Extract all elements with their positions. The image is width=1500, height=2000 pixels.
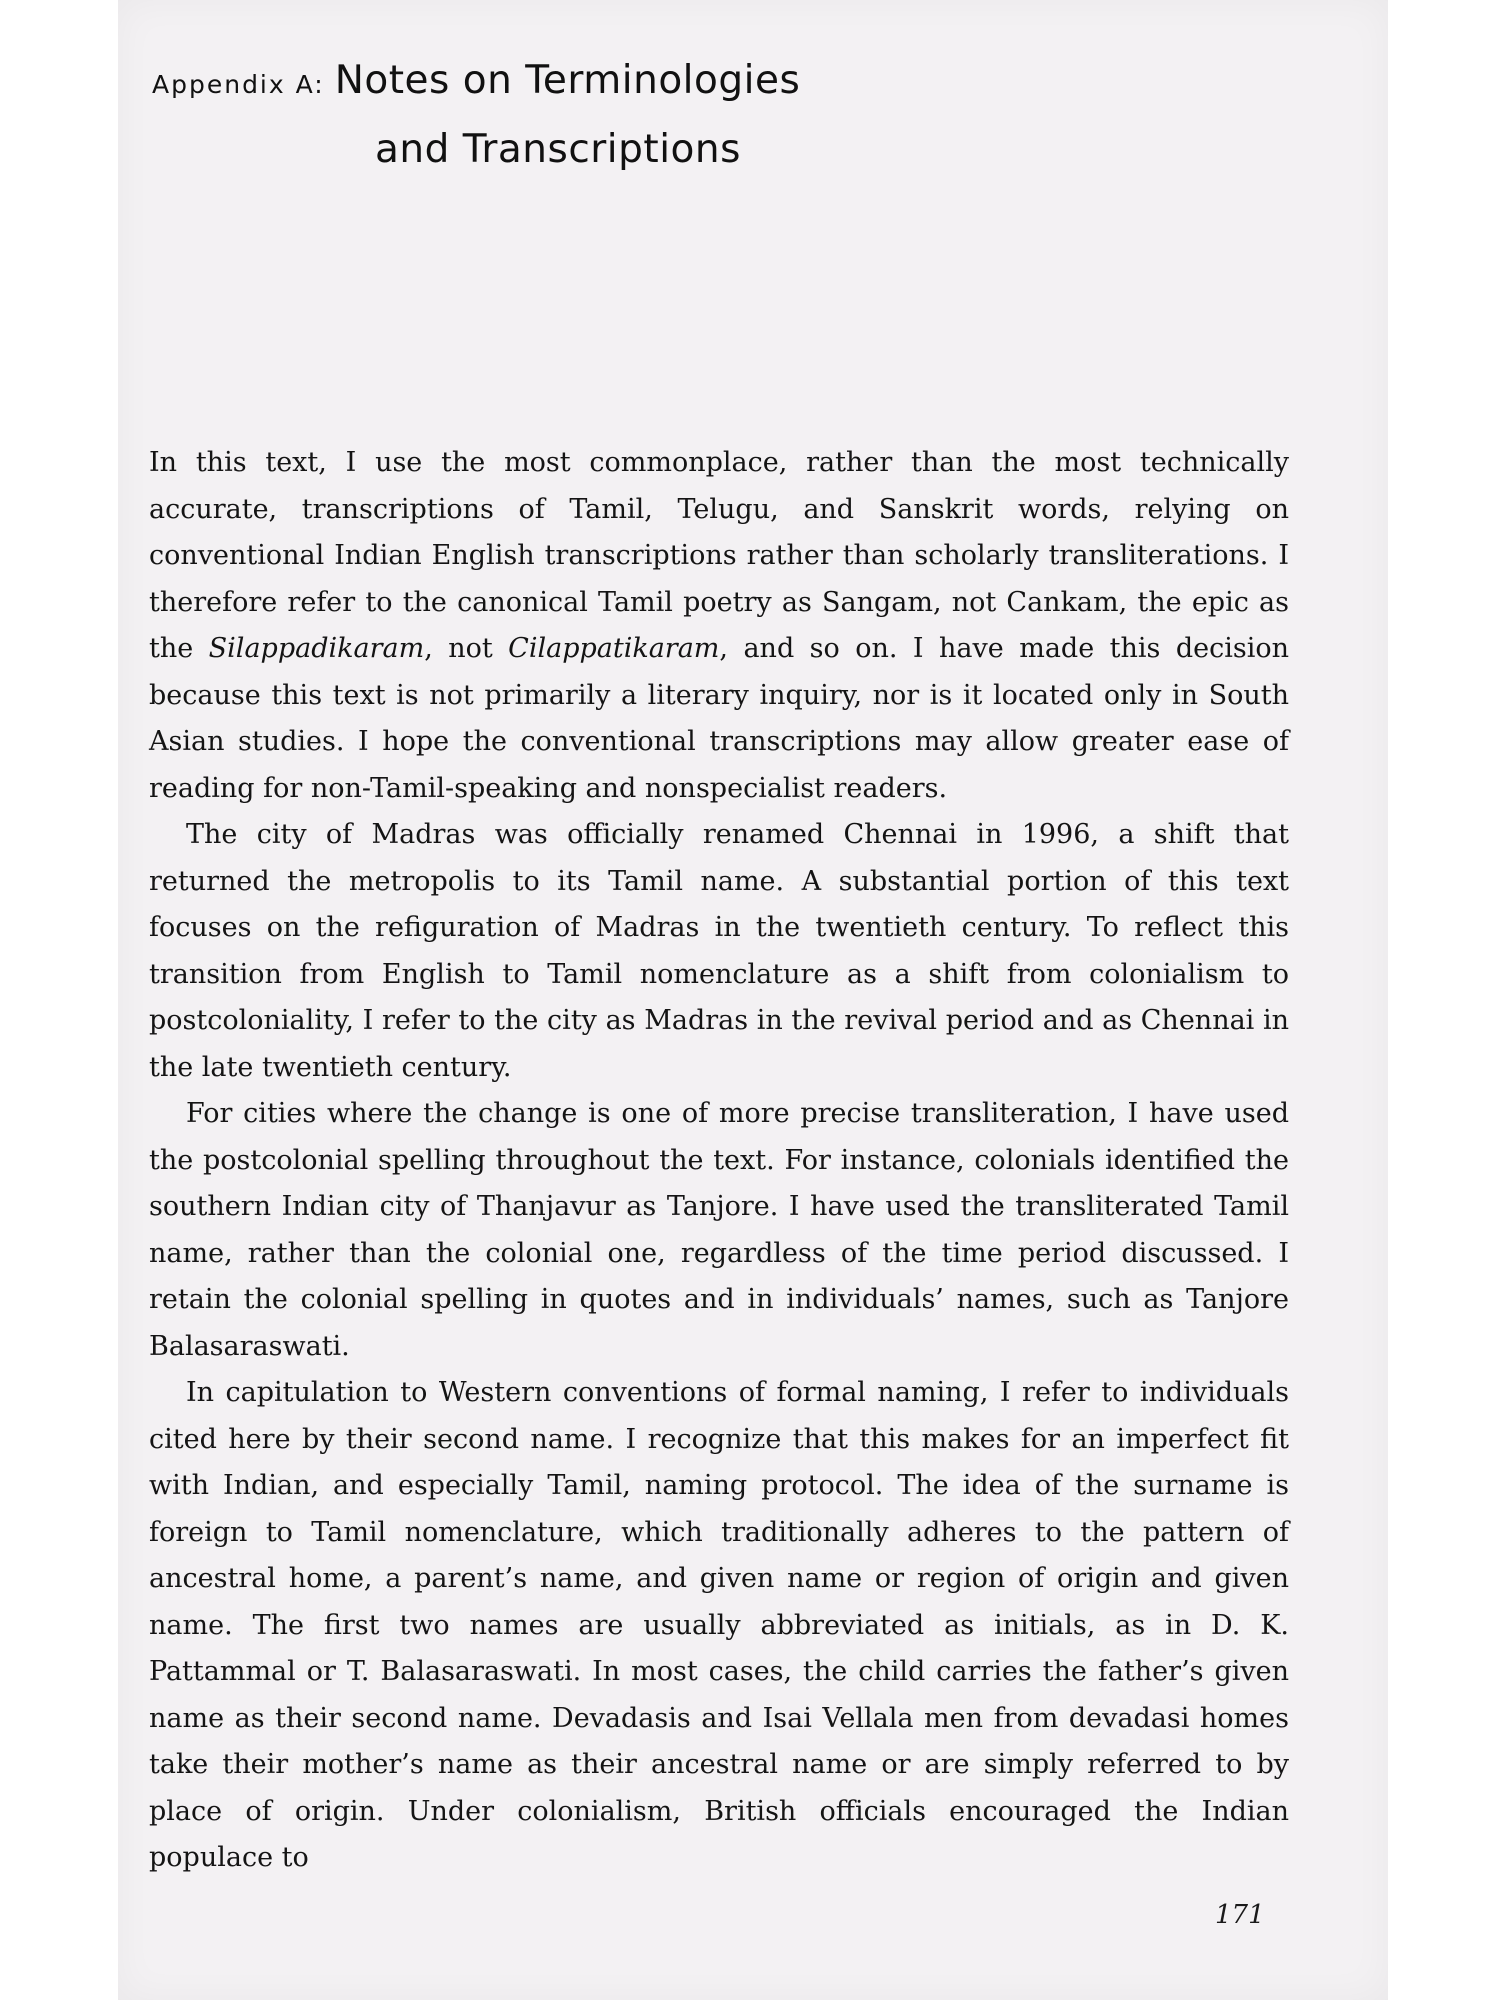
appendix-label: Appendix A:: [152, 70, 325, 99]
page-number: 171: [1215, 1900, 1265, 1930]
chapter-title-line-2: and Transcriptions: [375, 127, 741, 172]
paragraph-3: For cities where the change is one of more precise transliteration, I have used the postcolonial spelling throughout the text. For instance, colonials identified the southern Indian city of Thanjavur as Tanjore. I have used the transliterated Tamil name, rather than the colonial one, regardless of the time period discussed. I retain the colonial spelling in quotes and in individuals’ names, such as Tanjore Balasaraswati.: [149, 1098, 1289, 1362]
body-text: [149, 440, 1289, 1882]
italic-title-silappadikaram: Silappadikaram: [208, 633, 425, 664]
italic-title-cilappatikaram: Cilappatikaram: [508, 633, 720, 664]
book-page: [118, 0, 1388, 2000]
paragraph-1: In this text, I use the most commonplace, rather than the most technically accurate, transcriptions of Tamil, Telugu, and Sanskrit words, relying on conventional Indian English transcriptions rather than scholarly transliterations. I therefore refer to the canonical Tamil poetry as Sangam, not Cankam, the epic as the Silappadikaram, not Cilappatikaram, and so on. I have made this decision because this text is not primarily a literary inquiry, nor is it located only in South Asian studies. I hope the conventional transcriptions may allow greater ease of reading for non-Tamil-speaking and nonspecialist readers.: [149, 447, 1289, 804]
paragraph-2: The city of Madras was officially renamed Chennai in 1996, a shift that returned the metropolis to its Tamil name. A substantial portion of this text focuses on the refiguration of Madras in the twentieth century. To reflect this transition from English to Tamil nomenclature as a shift from colonialism to postcoloniality, I refer to the city as Madras in the revival period and as Chennai in the late twentieth century.: [149, 819, 1289, 1083]
chapter-title-line-1: Notes on Terminologies: [334, 58, 801, 103]
paragraph-4: In capitulation to Western conventions of formal naming, I refer to individuals cited here by their second name. I recognize that this makes for an imperfect fit with Indian, and especially Tamil, naming protocol. The idea of the surname is foreign to Tamil nomenclature, which traditionally adheres to the pattern of ancestral home, a parent’s name, and given name or region of origin and given name. The first two names are usually abbreviated as initials, as in D. K. Pattammal or T. Balasaraswati. In most cases, the child carries the father’s given name as their second name. Devadasis and Isai Vellala men from devadasi homes take their mother’s name as their ancestral name or are simply referred to by place of origin. Under colonialism, British officials encouraged the Indian populace to: [149, 1377, 1289, 1873]
chapter-heading: [152, 58, 1052, 172]
